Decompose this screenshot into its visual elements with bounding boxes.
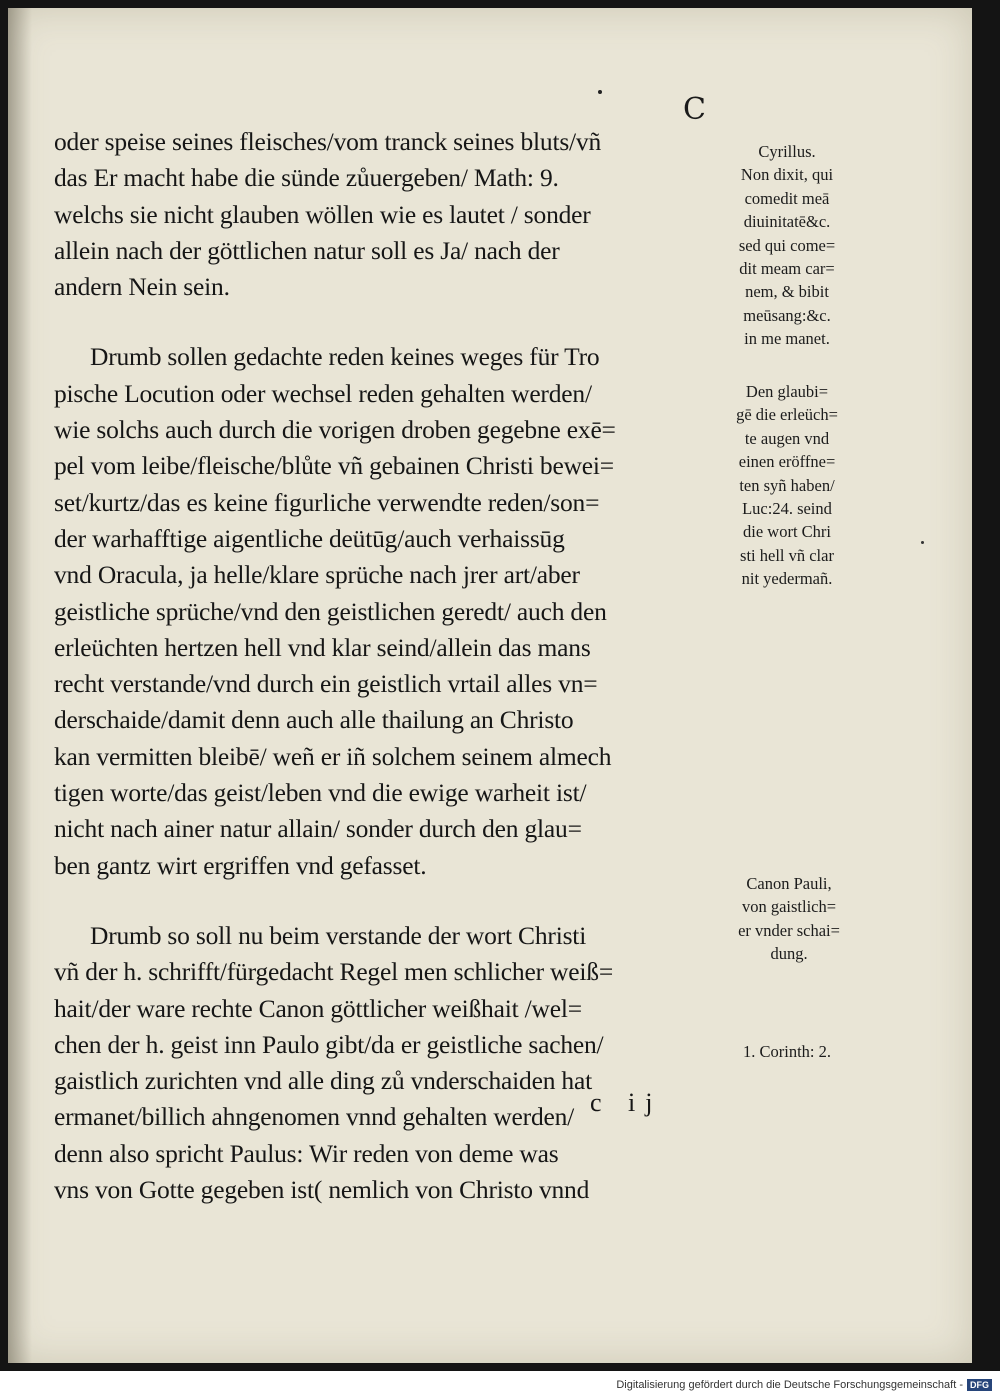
paragraph-1 [54,124,720,305]
signature-mark-bottom: c ij [590,1088,663,1117]
signature-mark-top: C [683,92,706,127]
text-line: oder speise seines fleisches/vom tranck seines bluts/vñ [54,127,602,156]
margin-line: nit yedermañ. [741,569,833,589]
margin-line: von gaistlich= [741,897,837,917]
margin-line: Cyrillus. [758,142,816,161]
text-line: Drumb so soll nu beim verstande der wort Christi [90,920,587,950]
gutter-shadow [8,8,32,1363]
text-line: welchs sie nicht glauben wöllen wie es lautet / sonder [54,199,591,229]
text-line: das Er macht habe die sünde zůuergeben/ Math: 9. [54,163,559,193]
margin-line: gē die erleüch= [736,405,838,425]
text-line: set/kurtz/das es keine figurliche verwendte reden/son= [54,487,600,517]
text-line: recht verstande/vnd durch ein geistlich vrtail alles vn= [54,669,598,699]
text-line: wie solchs auch durch die vorigen droben gegebne exē= [54,415,616,445]
margin-line: dung. [770,944,808,964]
text-line: vns von Gotte gegeben ist( nemlich von Christo vnnd [54,1175,590,1205]
margin-line: meūsang:&c. [743,305,831,325]
text-line: tigen worte/das geist/leben vnd die ewige warheit ist/ [54,778,587,808]
text-line: pel vom leibe/fleische/blůte vñ gebainen Christi bewei= [54,451,614,481]
text-line: allein nach der göttlichen natur soll es Ja/ nach der [54,235,560,265]
margin-note-corinth [712,1040,862,1063]
margin-line: Luc:24. seind [742,499,832,519]
margin-line: er vnder schai= [738,920,840,940]
ink-dot [598,90,602,94]
text-line: andern Nein sein. [54,272,230,302]
margin-line: nem, & bibit [745,282,829,302]
margin-line: te augen vnd [744,428,830,448]
text-line: geistliche sprüche/vnd den geistlichen geredt/ auch den [54,596,607,626]
margin-note-canon-pauli [714,872,864,966]
margin-note-cyrillus [712,140,862,351]
text-line: vnd Oracula, ja helle/klare sprüche nach jrer art/aber [54,560,580,590]
text-line: gaistlich zurichten vnd alle ding zů vnderschaiden hat [54,1066,592,1096]
text-line: hait/der ware rechte Canon göttlicher weißhait /wel= [54,993,582,1023]
margin-line: Den glaubi= [745,382,829,401]
main-text [54,124,720,1242]
text-line: erleüchten hertzen hell vnd klar seind/allein das mans [54,632,591,662]
margin-line: diuinitatē&c. [743,212,831,232]
margin-line: sed qui come= [738,235,836,255]
margin-line: comedit meā [744,188,830,208]
text-line: der warhafftige aigentliche deütūg/auch verhaissūg [54,523,565,553]
margin-line: in me manet. [744,329,830,349]
text-line: ermanet/billich ahngenomen vnnd gehalten werden/ [54,1102,575,1132]
text-line: Drumb sollen gedachte reden keines weges für Tro [90,342,600,372]
margin-line: 1. Corinth: 2. [742,1042,831,1061]
text-line: denn also spricht Paulus: Wir reden von deme was [54,1138,559,1168]
margin-line: einen eröffne= [738,452,836,472]
margin-line: Canon Pauli, [746,874,832,893]
margin-line: die wort Chri [743,522,831,542]
dfg-logo: DFG [967,1379,992,1391]
margin-line: dit meam car= [739,259,835,279]
margin-line: sti hell vñ clar [740,545,834,565]
margin-note-glaubigen [712,380,862,591]
text-line: chen der h. geist inn Paulo gibt/da er geistliche sachen/ [54,1029,604,1059]
digitization-footer [616,1379,992,1391]
ink-speck [921,541,924,544]
text-line: kan vermitten bleibē/ weñ er iñ solchem seinem almech [54,741,612,771]
text-line: derschaide/damit denn auch alle thailung an Christo [54,705,574,735]
text-line: vñ der h. schrifft/fürgedacht Regel men schlicher weiß= [54,957,614,987]
margin-line: Non dixit, qui [740,165,834,185]
footer-text: Digitalisierung gefördert durch die Deutsche Forschungsgemeinschaft - [616,1379,963,1391]
paragraph-2 [54,339,720,883]
margin-line: ten syñ haben/ [739,475,835,495]
paragraph-3 [54,918,720,1208]
text-line: ben gantz wirt ergriffen vnd gefasset. [54,850,427,880]
text-line: pische Locution oder wechsel reden gehalten werden/ [54,378,592,408]
text-line: nicht nach ainer natur allain/ sonder durch den glau= [54,814,582,844]
